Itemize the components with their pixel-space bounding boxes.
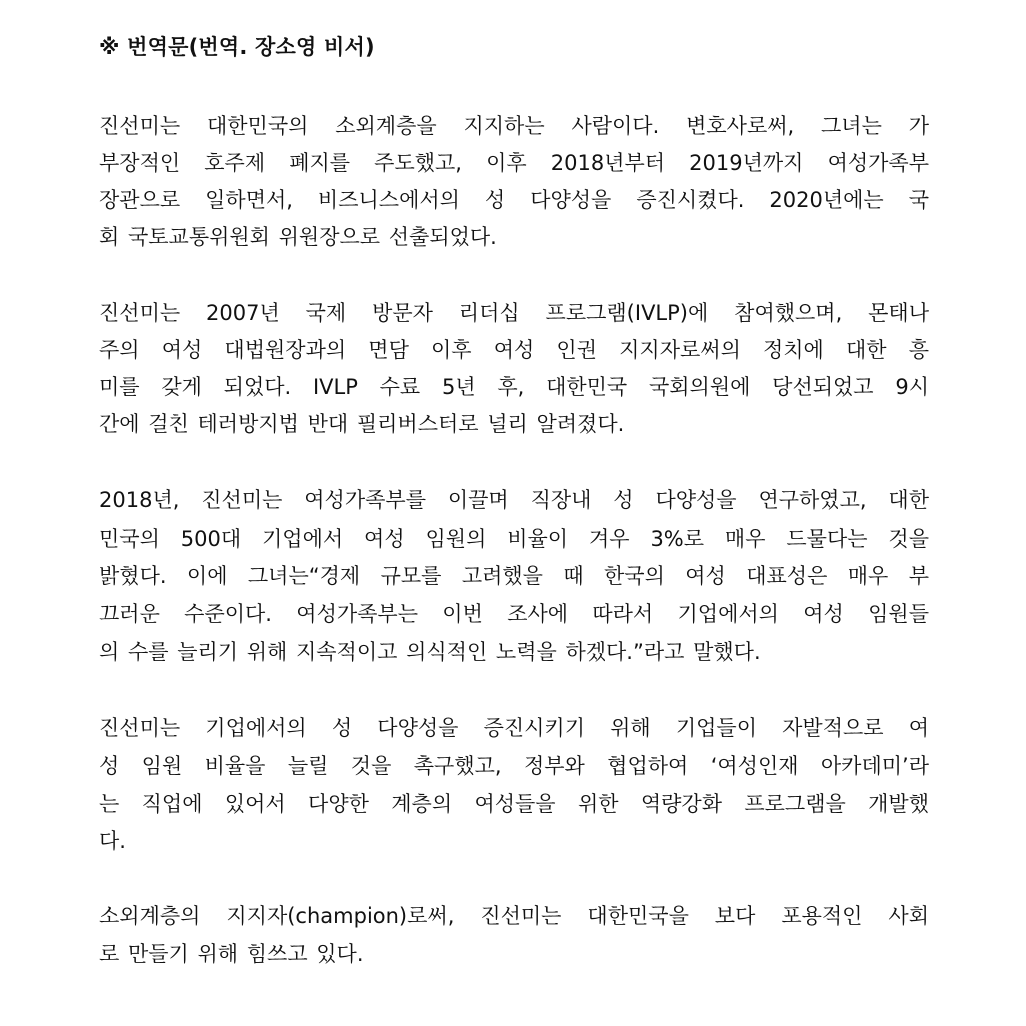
paragraph-1-line-1: 진선미는 대한민국의 소외계층을 지지하는 사람이다. 변호사로써, 그녀는 가 xyxy=(99,114,929,138)
paragraph-5-line-2: 로 만들기 위해 힘쓰고 있다. xyxy=(99,942,364,966)
paragraph-4-line-2: 성 임원 비율을 늘릴 것을 촉구했고, 정부와 협업하여 ‘여성인재 아카데미’라 xyxy=(99,754,929,778)
paragraph-1-line-3: 장관으로 일하면서, 비즈니스에서의 성 다양성을 증진시켰다. 2020년에는 국 xyxy=(99,188,929,212)
paragraph-3-line-3: 밝혔다. 이에 그녀는“경제 규모를 고려했을 때 한국의 여성 대표성은 매우 부 xyxy=(99,564,929,588)
paragraph-2-line-3: 미를 갖게 되었다. IVLP 수료 5년 후, 대한민국 국회의원에 당선되었고 9시 xyxy=(99,375,929,399)
paragraph-3-line-1: 2018년, 진선미는 여성가족부를 이끌며 직장내 성 다양성을 연구하였고, 대한 xyxy=(99,488,929,512)
paragraph-4-line-3: 는 직업에 있어서 다양한 계층의 여성들을 위한 역량강화 프로그램을 개발했 xyxy=(99,792,929,816)
page-title: ※ 번역문(번역. 장소영 비서) xyxy=(99,35,375,59)
paragraph-5-line-1: 소외계층의 지지자(champion)로써, 진선미는 대한민국을 보다 포용적인 사회 xyxy=(99,904,929,928)
paragraph-1-line-4: 회 국토교통위원회 위원장으로 선출되었다. xyxy=(99,225,497,249)
paragraph-2-line-2: 주의 여성 대법원장과의 면담 이후 여성 인권 지지자로써의 정치에 대한 흥 xyxy=(99,338,929,362)
paragraph-3-line-4: 끄러운 수준이다. 여성가족부는 이번 조사에 따라서 기업에서의 여성 임원들 xyxy=(99,602,929,626)
paragraph-3-line-5: 의 수를 늘리기 위해 지속적이고 의식적인 노력을 하겠다.”라고 말했다. xyxy=(99,640,761,664)
paragraph-2-line-4: 간에 걸친 테러방지법 반대 필리버스터로 널리 알려졌다. xyxy=(99,412,625,436)
paragraph-4-line-4: 다. xyxy=(99,829,126,853)
paragraph-1-line-2: 부장적인 호주제 폐지를 주도했고, 이후 2018년부터 2019년까지 여성가족부 xyxy=(99,151,929,175)
paragraph-4-line-1: 진선미는 기업에서의 성 다양성을 증진시키기 위해 기업들이 자발적으로 여 xyxy=(99,716,929,740)
paragraph-3-line-2: 민국의 500대 기업에서 여성 임원의 비율이 겨우 3%로 매우 드물다는 것을 xyxy=(99,527,929,551)
paragraph-2-line-1: 진선미는 2007년 국제 방문자 리더십 프로그램(IVLP)에 참여했으며, 몬태나 xyxy=(99,301,929,325)
